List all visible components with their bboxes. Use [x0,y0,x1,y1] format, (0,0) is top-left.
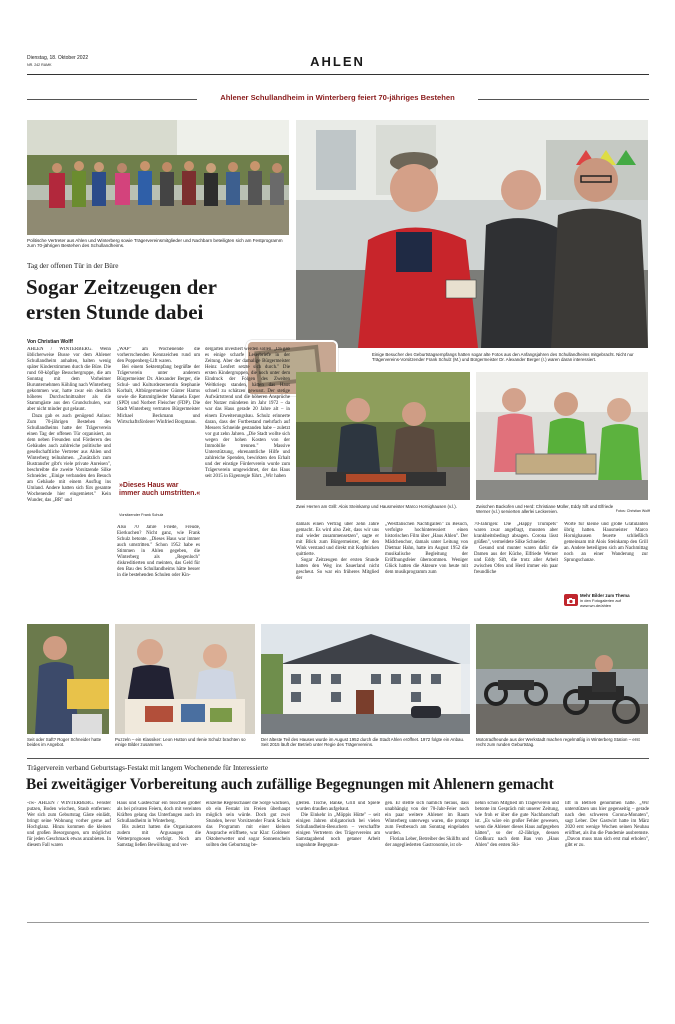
group-photo [27,120,289,235]
grill-caption: Zwei Herren am Grill: Alois Steinkamp und Hausmeister Marco Hornighausen (v.l.). [296,504,457,509]
lower-headline: Bei zweitägiger Vorbereitung auch zufällige Begegnungen mit Ahlenern gemacht [26,776,554,793]
section-title: AHLEN [310,54,365,69]
banner-rule-right [478,99,649,100]
celebration-photo [296,120,648,348]
puzzle-caption: Puzzeln – ein Klassiker: Leon Hutton und Ilenie Schulz brachten so einige Bilder zusammen. [115,737,246,748]
lower-col1-p1: -cw- AHLEN / WINTERBERG. Fenster putzen, Boden wischen, Staub entfernen: Wer sich zum Geburtstag Gäste einlädt, bringt seine Wohnung vorher gerne auf Hochglanz. Hinzu kommen die kleinen und großen Besorgungen, um möglichst für jeden Geschmack etwas anzubieten. In diesem Fall waren [27,801,111,849]
page-banner: Ahlener Schullandheim in Winterberg feiert 70-jähriges Bestehen [220,93,455,102]
waffle-caption: Seit oder Saft? Roger Schneider hatte beides im Angebot. [27,737,102,748]
main-col4-p2: Sogar Zeitzeugen der ersten Stunde hatten den Weg ins Sauerland nicht gescheut. So war ein früheres Mitglied der [296,558,379,582]
puzzle-photo [115,624,255,734]
more-photos-box[interactable] [564,593,648,611]
masthead-rule [27,74,649,75]
main-col-1 [27,347,111,617]
main-kicker: Tag der offenen Tür in der Büre [27,262,119,270]
main-headline-1: Sogar Zeitzeugen der [26,275,217,299]
house-photo [261,624,470,734]
lower-col5-p1: gen. Er stellte sich nämlich heraus, dass unabhängig von der 70-Jahr-Feier noch ein paar weitere Ahlener im Raum Winterberg unterwegs waren, die prompt zum Festbesuch am Sonntag eingeladen wurden. [385,801,469,837]
lower-col3-p1: einzelne Regenschauer die Sorge wachsen, ob ein Festakt im Freien überhaupt möglich sein würde. Doch gut zwei Stunden, bevor Vorsitzender Frank Schulz das Programm mit einer kleinen Ansprache eröffnete, war Klar: Goldener Oktoberwetter und sogar Sonnenschein sollten den Geburtstag be- [206,801,290,849]
main-col5-p1: „Westfälischen Nachtigallen" zu Besuch, verfolgte hochinteressiert einen historischen Film über „Haus Ahlen". Der Mädchenchor, damals unter Leitung von Dietmar Hahn, hatte im August 1952 die musikalische Begleitung der Eröffnungsfeier übernommen. Weniger Glück hatten die Akteure von heute mit dem musikprogramm zum [385,522,468,576]
main-col2-p1: „WAP" am Wochenende die vorherrschenden Kennzeichen rund um den Poppenberg-Lift waren. [117,347,200,365]
photo-credit: Fotos: Christian Wolff [615,509,650,513]
lower-col4-p1: gleiten. Tische, Bänke, Grill und Spiele wurden draußen aufgebaut. [296,801,380,813]
motorbike-photo [476,624,648,734]
main-col6-p1: 70-Jährigen: Die „Happy Trumpets" waren zwar angefragt, mussten aber krankheitsbedingt absagen. Corona lässt grüßen", vermeldete Silke Schneider. [474,522,558,546]
main-col-3 [205,347,290,617]
main-col-2 [117,347,200,497]
main-col6-p2: Gesund und munter waren dafür die Damen aus der Küche, Elfriede Werner und Eddy Sift, die trotz aller Arbeit zwischen Ofen und Herd immer ein paar freundliche [474,546,558,576]
top-photo-caption: Politische Vertreter aus Ahlen und Winterberg sowie Trägervereinsmitglieder und Nachbarn beteiligten sich am Festprogramm zum 70-jährigen Bestehen des Schullandheims. [27,238,283,249]
main-col-2b [117,525,200,617]
lower-col2-p2: Bis zuletzt hatten die Organisatoren zudem mit Argusaugen die Wetterprognosen verfolgt. Noch am Samstag ließen Bewölkung und ver- [117,825,201,849]
lower-col6-p1: nehin schon Mitglied im Trägerverein und betonte im Gespräch mit unserer Zeitung, wie froh er über die gute Nachbarschaft ist. „Es wäre ein großer Fehler gewesen, wenn die Ahlener dieses Haus aufgegeben hätten", so der 42-Jährige, dessen Großkurz nach dem Bau von „Haus Ahlen" den ersten Ski- [475,801,559,849]
main-col-6 [474,522,558,617]
byline: Von Christian Wolff [27,339,73,345]
bikes-caption: Motorradfreunde aus der Werkstadt machen regelmäßig in Winterberg Station – erst recht zum runden Geburtstag. [476,737,640,748]
lower-col-3 [206,801,290,921]
more-photos-sub: in den Fotogalerien auf www.wn.de/ahlen [580,598,621,608]
main-col3-p1: dergärten investiert werden sollen. „Da gab es einige scharfe Leserbriefe in der Zeitung. Aber der damalige Bürgermeister Heinz Lenfert setzte sich durch." Die ersten Kindergruppen, die noch unter dem Eindruck der Folgen des Zweiten Weltkriegs standen, hätten das Haus schnell zu schätzen gewusst. Der stetige Aufwärtstrend und die höheren Ansprüche der Nutzer mündeten im Jahr 1972 – da war das Haus gerade 20 Jahre alt – in einem Erweiterungsbau. Schulz erinnerte daran, dass der Fortbestand mehrfach auf Messers Schneide gestanden habe – zuletzt vor gut zehn Jahren. „Die Stadt wollte sich wegen der hohen Kosten von der Immobilie trennen." Massive Unterstützung, ehrenamtliche Hilfe und zahlreiche Spenden, bewirkten den Erhalt und der einstige Förderverein wurde zum Trägerverein umgewidmet, der das Haus seit 2015 in Eigenregie führt. „Wir haben [205,347,290,479]
pullquote-source: Vorsitzender Frank Schulz [119,513,164,517]
kitchen-caption: Zwischen Backofen und Herd: Christiane Müller, Eddy Sift und Elfriede Werner (v.l.) servierten allerlei Leckereien. [476,504,614,515]
lower-article-rule [27,758,649,759]
main-headline-2: ersten Stunde dabei [26,300,204,324]
camera-icon [564,594,578,606]
lower-col2-p1: Haus und Gästeschar ein bisschen größer als bei privaten Feiern, doch mit vereinten Kräften gelang das Unterfangen auch im Schullandheim in Winterberg. [117,801,201,825]
lower-col7-p1: lift in Betrieb genommen hatte. „Wir unterstützen uns hier gegenseitig – gerade nach den schweren Corona-Monaten", sagt Leber. Der Gastwirt hatte im März 2020 erst wenige Wochen seinen Neubau eröffnet, als ihn die Pandemie ausbremste. „Davon muss man sich erst mal erholen", gibt er zu. [565,801,649,849]
waffle-photo [27,624,109,734]
lower-col5-p2: Florian Leber, Betreiber des Skilifts und der angegliederten Gastronomie, ist oh- [385,837,469,849]
main-col-5 [385,522,468,617]
lower-col-7 [565,801,649,921]
more-photos-label: Mehr Bilder zum Thema [580,593,630,598]
lower-kicker: Trägerverein verband Geburtstags-Festakt mit langem Wochenende für Interessierte [27,764,269,772]
banner-rule-left [27,99,197,100]
pullquote: »Dieses Haus war immer auch umstritten.« [119,482,201,498]
main-col1-p1: AHLEN / WINTERBERG. Wenn üblicherweise Busse vor dem Ahlener Schullandheim anhalten, halten wenig später Kinderstimmen durch die Büre. Die rund 60-köpfige Besuchergruppe, die am Sonntag mit dem Vorheimer Burunternehmen Köhling nach Winterberg gekommen war, hatte zwar ein deutlich höheres Durchschnittsalter als die Stammgäste aus den Grundschulen, war aber nicht minder gut gelaunt. [27,347,111,413]
main-col1-p2: Dazu gab es auch genügend Anlass: Zum 70-jährigen Bestehen des Schullandheims hatte der Trägerverein einen Tag der offenen Tür organisiert, an dem neben Freunden und Förderern des Gebäudes auch zahlreiche politische und gesellschaftliche Vertreter aus Ahlen und Winterberg teilnahmen. „Zusätzlich zum Bustransfer gibt's viele private Anreisen", beschreibte die zweite Vorsitzende Silke Schneider. „Einige verbanden den Besuch am Gebäude mit einem Ausflug ins Umland. Andere hatten sich fürs gesamte Wochenende hier eingemietet." Kein Wunder, das „BR" und [27,413,111,504]
lower-col-5 [385,801,469,921]
masthead-issue: NR. 242 RAMK [27,63,52,67]
lower-col-4 [296,801,380,921]
main-col-7 [564,522,648,582]
lower-col-1 [27,801,111,921]
kitchen-photo [476,372,648,500]
main-col7-p1: Worte für kleine und große Gratulanten übrig hatten. Hausmeister Marco Hornighausen feuerte schließlich gemeinsam mit Alois Steinkamp den Grill an. Andere beteiligten sich am Nachmittag noch an einer Wanderung zur Sprungschanze. [564,522,648,564]
page-bottom-rule [27,922,649,923]
masthead-date: Dienstag, 18. Oktober 2022 [27,55,89,61]
celebration-caption: Einige Besucher des Geburtstagsempfangs hatten sogar alte Fotos aus den Anfangsjahren des Schullandheims mitgebracht. Nicht nur Trägervereins-Vorsitzender Frank Schulz (M.) und Bürgermeister Dr. Alexander Berger (r.) waren daran interessiert. [372,352,634,363]
lower-col-6 [475,801,559,921]
main-col-4 [296,522,379,617]
main-col2-p2: Bei einem Sektempfang begrüßte der Trägerverein unter anderem Bürgermeister Dr. Alexander Berger, die Schul- und Kulturdezernentin Stephanie Korbalt, Altbürgermeister Günter Harms sowie die Ratsmitglieder Manuela Esper (SPD) und Norbert Fleischer (FDP). Die Stadt Winterberg vertraten Bürgermeister Michael Beckmann und Wirtschaftsförderer Winfried Borgmann. [117,365,200,425]
house-caption: Der älteste Teil des Hauses wurde im August 1952 durch die Stadt Ahlen eröffnet. 1972 folgte ein Anbau. Seit 2015 läuft der Betrieb unter Regie des Trägervereins. [261,737,465,748]
main-col4-p1: damals einen Vertrag über zehn Jahre gemacht. Es wird also Zeit, dass wir uns mal wieder zusammensetzen", sagte er mit Blick zum Bürgermeister, der den Wink verstand und direkt mit Kopfnicken quittierte. [296,522,379,558]
lower-col4-p2: Die Einkehr in „Möppis Hütte" – seit einigen Jahren obligatorisch bei vielen Schullandheim-Besuchern – verschaffte einigen Vertretern des Trägervereins am Samstagabend noch getaner Arbeit ungeahnte Begegnun- [296,813,380,849]
lower-col-2 [117,801,201,921]
main-col2b-p1: Also 70 Jahre Friede, Freude, Eierkuchen? Nicht ganz, wie Frank Schulz betonte. „Dieses Haus war immer auch umstritten." Schon 1952 habe es Stimmen in Ahlen gegeben, die Winterberg als „Regenloch" diskreditierten und meinten, das Geld für den Bau des Schullandheims hätte besser in die bestehenden Schulen oder Kin- [117,525,200,579]
grill-photo [296,372,470,500]
